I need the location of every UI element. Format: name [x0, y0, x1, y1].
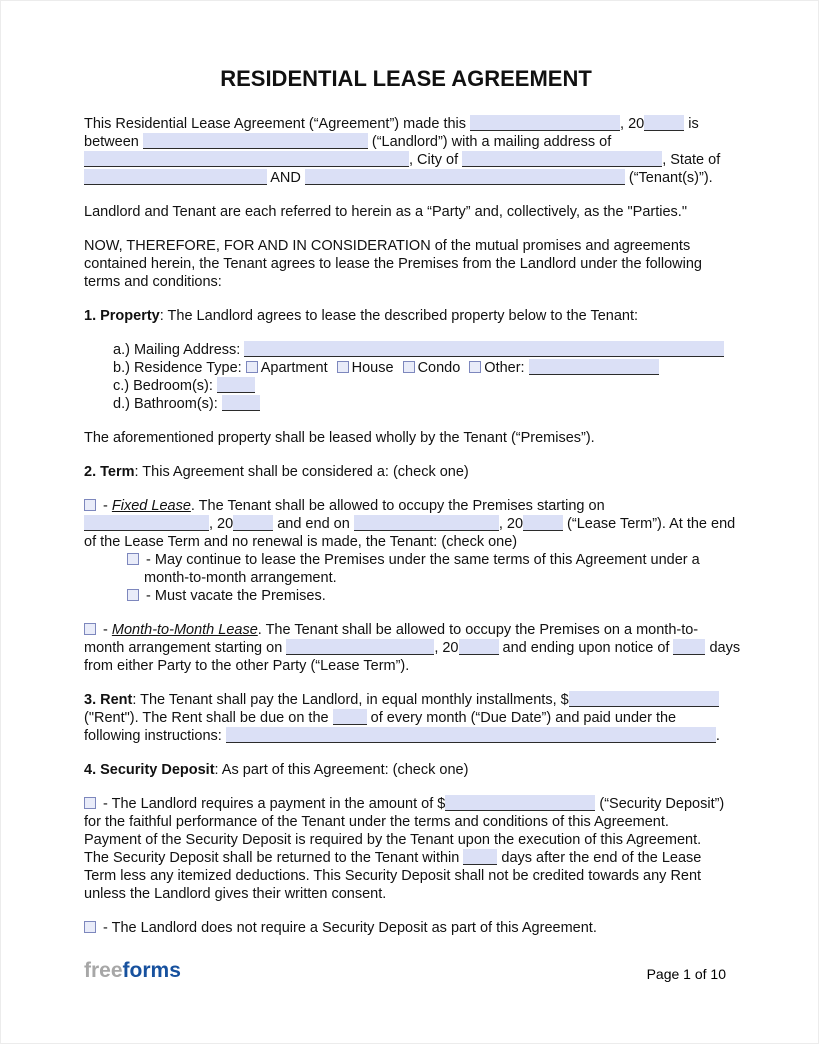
text-run: - The Landlord requires a payment in the amount of $: [99, 796, 446, 812]
m2m-start-year-blank[interactable]: [459, 639, 499, 655]
text-run: , State of: [662, 152, 721, 168]
text-line: [84, 621, 728, 639]
text-line: [84, 273, 728, 291]
fixed-lease-block: [84, 497, 736, 605]
page-number: Page 1 of 10: [646, 966, 726, 982]
text-run: and ending upon notice of: [498, 640, 674, 656]
text-run: days: [705, 640, 741, 656]
text-line: [84, 255, 728, 273]
text-line: [84, 307, 728, 325]
text-run: month arrangement starting on: [84, 640, 287, 656]
security-deposit-amount-blank[interactable]: [445, 795, 595, 811]
text-line: [84, 115, 728, 133]
checkbox-condo[interactable]: [403, 361, 415, 373]
text-run: is: [684, 116, 699, 132]
text-run: for the faithful performance of the Tenant under the terms and conditions of this Agreement.: [84, 814, 669, 830]
text-run: , 20: [434, 640, 459, 656]
text-run: days after the end of the Lease: [497, 850, 702, 866]
text-run: , 20: [498, 516, 524, 532]
mailing-address-blank[interactable]: [244, 341, 724, 357]
text-run: of every month (“Due Date”) and paid under the: [366, 710, 677, 726]
list-item-bathrooms: [113, 395, 728, 413]
text-run: (“Security Deposit”): [595, 796, 725, 812]
text-run: . The Tenant shall be allowed to occupy the Premises starting on: [190, 498, 605, 514]
deposit-return-days-blank[interactable]: [463, 849, 497, 865]
landlord-name-blank[interactable]: [143, 133, 368, 149]
property-heading: [84, 307, 728, 325]
deposit-required-block: [84, 795, 728, 903]
property-list: [84, 341, 728, 413]
text-line: [84, 133, 728, 151]
residence-other-blank[interactable]: [529, 359, 659, 375]
text-line: [84, 849, 728, 867]
page-title: RESIDENTIAL LEASE AGREEMENT: [220, 66, 592, 91]
text-run: This Residential Lease Agreement (“Agreement”) made this: [84, 116, 471, 132]
text-run: . The Tenant shall be allowed to occupy the Premises on a month-to-: [257, 622, 699, 638]
text-run: AND: [267, 170, 305, 186]
text-run: c.) Bedroom(s):: [113, 378, 217, 394]
text-line: [84, 203, 728, 221]
checkbox-month-to-month[interactable]: [84, 623, 96, 635]
text-run: - The Landlord does not require a Security Deposit as part of this Agreement.: [99, 920, 597, 936]
section-number-title: 3. Rent: [84, 692, 133, 708]
term-heading: [84, 463, 728, 481]
checkbox-other[interactable]: [469, 361, 481, 373]
text-run: (“Landlord”) with a mailing address of: [367, 134, 612, 150]
text-run: - Must vacate the Premises.: [142, 588, 326, 604]
text-run: between: [84, 134, 143, 150]
text-line: [84, 429, 728, 447]
text-run: of the Lease Term and no renewal is made, the Tenant: (check one): [84, 534, 518, 550]
text-run: terms and conditions:: [84, 274, 222, 290]
checkbox-fixed-lease[interactable]: [84, 499, 96, 511]
text-run: (“Tenant(s)”).: [624, 170, 713, 186]
logo-text-free: free: [84, 959, 123, 982]
text-run: b.) Residence Type:: [113, 360, 246, 376]
section-number-title: 4. Security Deposit: [84, 762, 215, 778]
option-label-condo: Condo: [417, 360, 461, 376]
text-run: contained herein, the Tenant agrees to lease the Premises from the Landlord under the following: [84, 256, 702, 272]
intro-paragraph: [84, 115, 728, 187]
text-run: , 20: [209, 516, 234, 532]
agreement-year-blank[interactable]: [644, 115, 684, 131]
text-run: : The Landlord agrees to lease the described property below to the Tenant:: [159, 308, 639, 324]
list-item-residence-type: [113, 359, 728, 377]
section-number-title: 1. Property: [84, 308, 160, 324]
rent-amount-blank[interactable]: [569, 691, 719, 707]
text-line: [84, 533, 728, 551]
text-line: [84, 237, 728, 255]
text-run: Landlord and Tenant are each referred to herein as a “Party” and, collectively, as the "Parties.": [84, 204, 687, 220]
text-run: -: [99, 622, 112, 638]
text-line: [84, 497, 728, 515]
text-line: [84, 691, 728, 709]
text-run: The Security Deposit shall be returned to the Tenant within: [84, 850, 464, 866]
checkbox-apartment[interactable]: [246, 361, 258, 373]
logo-text-forms: forms: [122, 959, 181, 982]
fixed-end-year-blank[interactable]: [523, 515, 563, 531]
freeforms-logo: [84, 959, 181, 983]
premises-paragraph: [84, 429, 728, 447]
text-line: [127, 587, 728, 605]
text-run: - May continue to lease the Premises under the same terms of this Agreement under a: [142, 552, 700, 568]
fixed-start-date-blank[interactable]: [84, 515, 209, 531]
text-line: [84, 831, 728, 849]
text-run: The aforementioned property shall be leased wholly by the Tenant (“Premises”).: [84, 430, 595, 446]
checkbox-no-deposit[interactable]: [84, 921, 96, 933]
text-line: [84, 151, 728, 169]
deposit-not-required-block: [84, 919, 728, 937]
fixed-end-date-blank[interactable]: [354, 515, 499, 531]
agreement-day-blank[interactable]: [470, 115, 620, 131]
page-footer: [84, 959, 726, 983]
lease-type-label: Month-to-Month Lease: [111, 622, 258, 638]
lease-type-label: Fixed Lease: [111, 498, 191, 514]
section-number-title: 2. Term: [84, 464, 135, 480]
text-run: (“Lease Term”). At the end: [563, 516, 736, 532]
bedrooms-blank[interactable]: [217, 377, 255, 393]
text-run: from either Party to the other Party (“Lease Term”).: [84, 658, 410, 674]
bathrooms-blank[interactable]: [222, 395, 260, 411]
text-line: [84, 761, 728, 779]
text-line: [84, 813, 728, 831]
tenant-name-blank[interactable]: [305, 169, 625, 185]
text-run: NOW, THEREFORE, FOR AND IN CONSIDERATION of the mutual promises and agreements: [84, 238, 691, 254]
text-run: d.) Bathroom(s):: [113, 396, 222, 412]
text-line: [84, 169, 728, 187]
text-line: [84, 727, 728, 745]
text-line: [84, 919, 728, 937]
list-item-bedrooms: [113, 377, 728, 395]
consideration-paragraph: [84, 237, 728, 291]
text-line: [84, 657, 728, 675]
checkbox-house[interactable]: [337, 361, 349, 373]
text-line: [84, 795, 728, 813]
text-run: : As part of this Agreement: (check one): [214, 762, 469, 778]
text-run: unless the Landlord gives their written consent.: [84, 886, 387, 902]
deposit-heading: [84, 761, 728, 779]
text-run: , City of: [409, 152, 463, 168]
checkbox-must-vacate[interactable]: [127, 589, 139, 601]
text-line: [127, 551, 728, 569]
city-blank[interactable]: [462, 151, 662, 167]
text-run: ("Rent"). The Rent shall be due on the: [84, 710, 333, 726]
parties-paragraph: [84, 203, 728, 221]
month-to-month-block: [84, 621, 741, 675]
option-label-other: Other:: [484, 360, 529, 376]
option-label-house: House: [351, 360, 394, 376]
rent-block: [84, 691, 728, 745]
text-run: Payment of the Security Deposit is required by the Tenant upon the execution of this Agreement.: [84, 832, 702, 848]
text-run: , 20: [620, 116, 645, 132]
text-line: [144, 569, 728, 587]
text-run: and end on: [273, 516, 354, 532]
text-line: [84, 709, 728, 727]
m2m-start-date-blank[interactable]: [286, 639, 434, 655]
text-run: : The Tenant shall pay the Landlord, in equal monthly installments, $: [132, 692, 569, 708]
list-item-mailing-address: [113, 341, 728, 359]
text-run: : This Agreement shall be considered a: (check one): [134, 464, 469, 480]
state-blank[interactable]: [84, 169, 267, 185]
text-line: [84, 515, 736, 533]
checkbox-deposit-required[interactable]: [84, 797, 96, 809]
option-label-apartment: Apartment: [260, 360, 328, 376]
text-run: following instructions:: [84, 728, 226, 744]
rent-due-day-blank[interactable]: [333, 709, 367, 725]
fixed-start-year-blank[interactable]: [233, 515, 273, 531]
text-run: .: [715, 728, 720, 744]
text-line: [84, 463, 728, 481]
text-line: [84, 639, 741, 657]
checkbox-may-continue[interactable]: [127, 553, 139, 565]
text-run: Term less any itemized deductions. This Security Deposit shall not be credited towards any Rent: [84, 868, 702, 884]
text-line: [84, 867, 728, 885]
text-run: a.) Mailing Address:: [113, 342, 245, 358]
m2m-notice-days-blank[interactable]: [673, 639, 705, 655]
payment-instructions-blank[interactable]: [226, 727, 716, 743]
text-line: [84, 885, 728, 903]
landlord-street-address-blank[interactable]: [84, 151, 409, 167]
text-run: month-to-month arrangement.: [144, 570, 337, 586]
text-run: -: [99, 498, 112, 514]
